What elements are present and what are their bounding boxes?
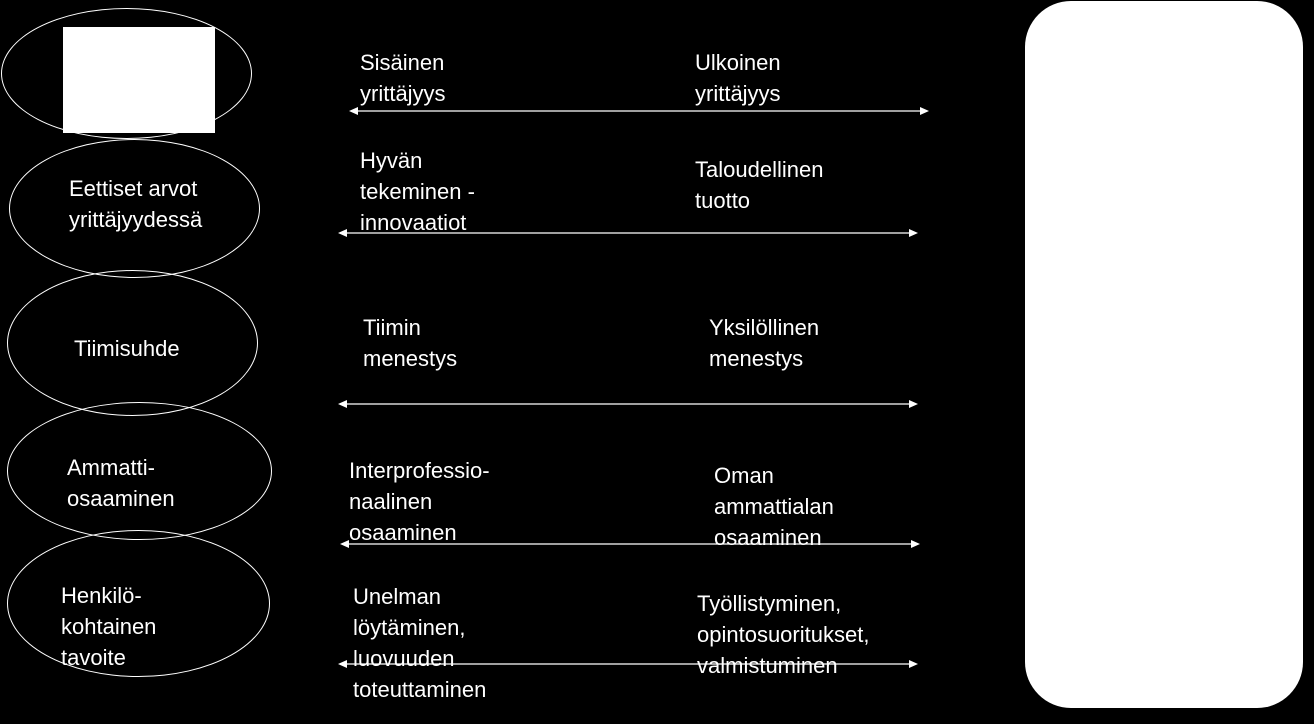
category-label-4: Ammatti- osaaminen [67, 455, 175, 511]
right-label-4: Oman ammattialan osaaminen [714, 463, 834, 550]
category-label-2: Eettiset arvot yrittäjyydessä [69, 176, 203, 232]
left-label-2: Hyvän tekeminen - innovaatiot [360, 148, 475, 235]
right-label-2: Taloudellinen tuotto [695, 157, 824, 213]
right-label-3: Yksilöllinen menestys [709, 315, 820, 371]
left-label-3: Tiimin menestys [363, 315, 458, 371]
category-label-3: Tiimisuhde [74, 336, 180, 361]
right-label-5: Työllistyminen, opintosuoritukset, valmistuminen [697, 591, 870, 678]
category-label-5: Henkilö- kohtainen tavoite [61, 583, 157, 670]
right-panel [1025, 1, 1303, 708]
double-arrow-1 [349, 107, 929, 115]
left-label-1: Sisäinen yrittäjyys [360, 50, 446, 106]
double-arrow-2 [338, 229, 918, 237]
double-arrow-4 [340, 540, 920, 548]
right-label-1: Ulkoinen yrittäjyys [695, 50, 781, 106]
double-arrow-5 [338, 660, 918, 668]
double-arrow-3 [338, 400, 918, 408]
left-label-5: Unelman löytäminen, luovuuden toteuttaminen [353, 584, 487, 702]
left-label-4: Interprofessio- naalinen osaaminen [349, 458, 490, 545]
